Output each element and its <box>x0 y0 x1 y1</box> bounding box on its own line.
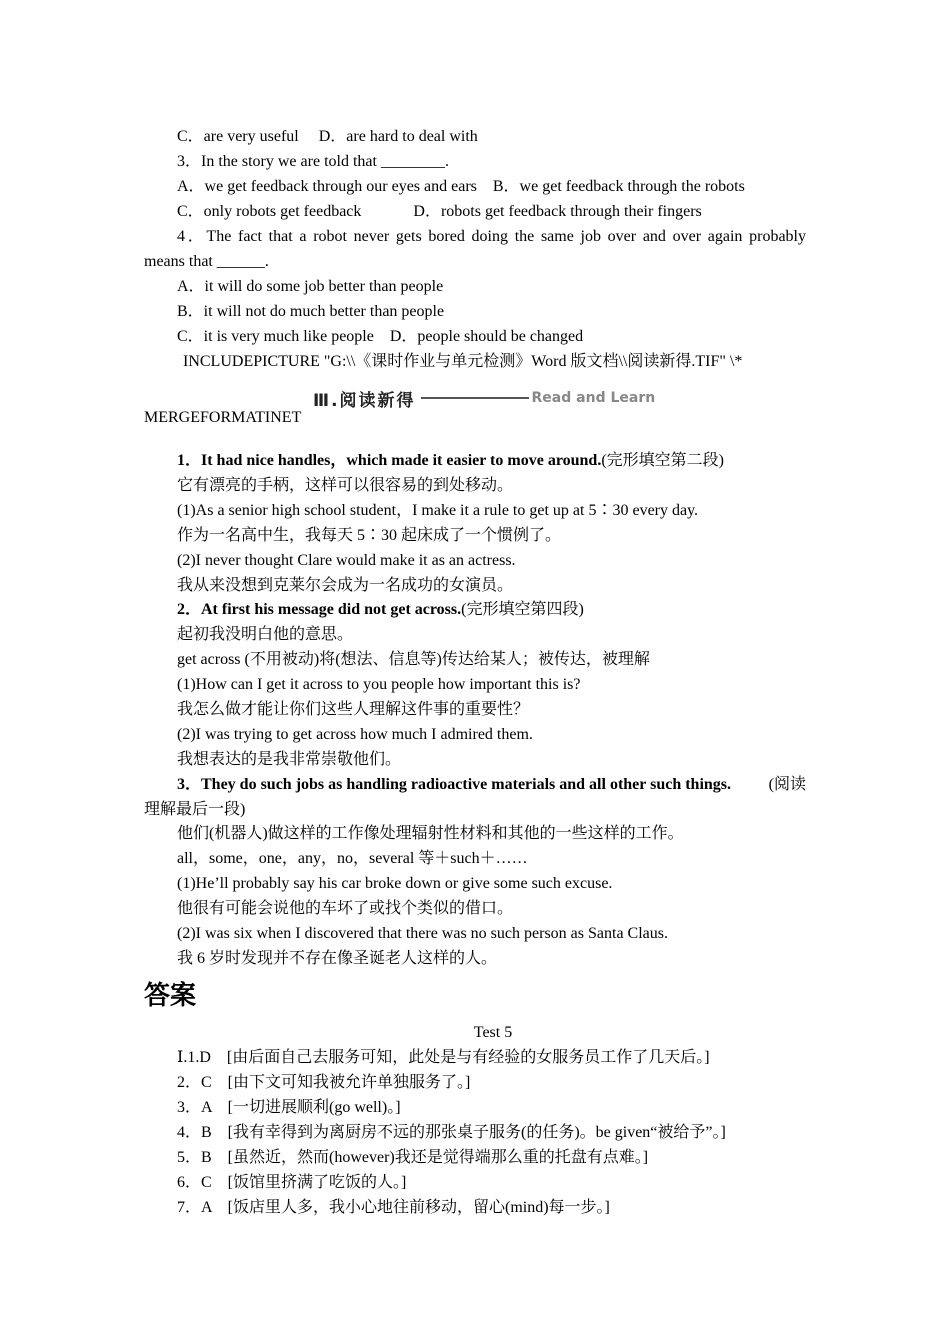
item2-example2-cn: 我想表达的是我非常崇敬他们。 <box>177 751 402 768</box>
section-banner-title: Ⅲ.阅读新得 <box>313 390 416 411</box>
item3-example2-en: (2)I was six when I discovered that there was no such person as Santa Claus. <box>177 925 668 942</box>
answer-item-3: 3．A [一切进展顺利(go well)。] <box>177 1099 401 1116</box>
item1-sentence: 1．It had nice handles，which made it easier to move around. <box>177 452 602 469</box>
item3-translation: 他们(机器人)做这样的工作像处理辐射性材料和其他的一些这样的工作。 <box>177 825 684 842</box>
q4-option-b: B．it will not do much better than people <box>177 303 445 320</box>
q3-options-ab: A．we get feedback through our eyes and ears B．we get feedback through the robots <box>177 178 745 195</box>
item2-source: (完形填空第四段) <box>461 601 584 618</box>
q4-stem-line1: 4．The fact that a robot never gets bored doing the same job over and over again probably <box>177 228 807 245</box>
item2-sentence: 2．At first his message did not get across. <box>177 601 462 618</box>
q4-options-cd: C．it is very much like people D．people should be changed <box>177 328 584 345</box>
answers-test-title: Test 5 <box>473 1024 513 1041</box>
item2-note: get across (不用被动)将(想法、信息等)传达给某人；被传达，被理解 <box>177 651 650 668</box>
item2-example1-cn: 我怎么做才能让你们这些人理解这件事的重要性？ <box>177 701 530 718</box>
q3-options-cd: C．only robots get feedback D．robots get feedback through their fingers <box>177 203 702 220</box>
item1-example2-en: (2)I never thought Clare would make it as an actress. <box>177 552 516 569</box>
section-banner-read-and-learn <box>313 384 677 412</box>
answer-item-6: 6．C [饭馆里挤满了吃饭的人。] <box>177 1174 407 1191</box>
item2-translation: 起初我没明白他的意思。 <box>177 626 354 643</box>
item1-example2-cn: 我从来没想到克莱尔会成为一名成功的女演员。 <box>177 577 514 594</box>
item3-sentence: 3．They do such jobs as handling radioactive materials and all other such things. <box>177 776 732 793</box>
item1-heading <box>177 451 724 471</box>
item3-source-part1: (阅读 <box>768 776 806 793</box>
q4-option-a: A．it will do some job better than people <box>177 278 444 295</box>
item2-example2-en: (2)I was trying to get across how much I admired them. <box>177 726 533 743</box>
answer-item-2: 2．C [由下文可知我被允许单独服务了。] <box>177 1074 471 1091</box>
q4-stem-line2: means that ______. <box>144 253 269 270</box>
include-field-line2: MERGEFORMATINET <box>144 409 302 426</box>
item3-example1-cn: 他很有可能会说他的车坏了或找个类似的借口。 <box>177 900 514 917</box>
item1-example1-cn: 作为一名高中生，我每天 5∶30 起床成了一个惯例了。 <box>177 527 562 544</box>
answer-item-7: 7．A [饭店里人多，我小心地往前移动，留心(mind)每一步。] <box>177 1199 610 1216</box>
item1-translation: 它有漂亮的手柄，这样可以很容易的到处移动。 <box>177 477 514 494</box>
item2-example1-en: (1)How can I get it across to you people how important this is? <box>177 676 581 693</box>
answer-item-5: 5．B [虽然近，然而(however)我还是觉得端那么重的托盘有点难。] <box>177 1149 649 1166</box>
section-banner-rule <box>421 397 529 399</box>
item3-example1-en: (1)He’ll probably say his car broke down or give some such excuse. <box>177 875 613 892</box>
q3-stem: 3．In the story we are told that ________. <box>177 153 449 170</box>
answer-item-4: 4．B [我有幸得到为离厨房不远的那张桌子服务(的任务)。be given“被给予”。] <box>177 1124 726 1141</box>
item3-example2-cn: 我 6 岁时发现并不存在像圣诞老人这样的人。 <box>177 950 498 967</box>
include-field-line1: INCLUDEPICTURE "G:\\《课时作业与单元检测》Word 版文档\\阅读新得.TIF" \* <box>183 353 743 370</box>
item1-source: (完形填空第二段) <box>601 452 724 469</box>
item1-example1-en: (1)As a senior high school student，I make it a rule to get up at 5∶30 every day. <box>177 502 699 519</box>
item2-heading <box>177 600 584 620</box>
item3-heading <box>177 775 806 795</box>
answer-item-1: Ⅰ.1.D [由后面自己去服务可知，此处是与有经验的女服务员工作了几天后。] <box>177 1049 710 1066</box>
q2-options-cd: C．are very useful D．are hard to deal with <box>177 128 478 145</box>
item3-source-part2: 理解最后一段) <box>144 801 246 818</box>
answers-heading: 答案 <box>144 981 197 1011</box>
item3-note: all，some，one，any，no，several 等＋such＋…… <box>177 850 528 867</box>
section-banner-subtitle: Read and Learn <box>531 390 656 406</box>
